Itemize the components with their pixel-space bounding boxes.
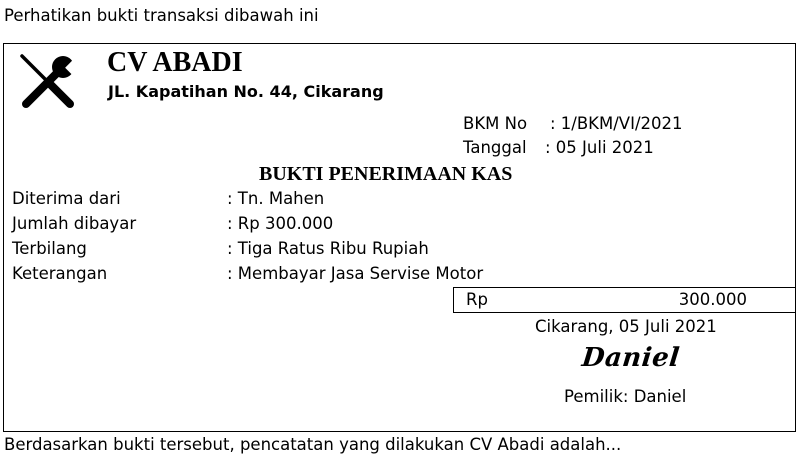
- field-value-amount-paid: : Rp 300.000: [227, 214, 334, 233]
- field-label-description: Keterangan: [12, 264, 108, 283]
- field-value-in-words: : Tiga Ratus Ribu Rupiah: [227, 239, 429, 258]
- signer-name: Pemilik: Daniel: [564, 387, 687, 406]
- wrench-screwdriver-icon: [18, 52, 78, 112]
- field-label-in-words: Terbilang: [12, 239, 87, 258]
- amount-value: 300.000: [678, 290, 747, 309]
- field-label-received-from: Diterima dari: [12, 189, 121, 208]
- intro-text: Perhatikan bukti transaksi dibawah ini: [4, 6, 319, 25]
- date-value: : 05 Juli 2021: [545, 138, 654, 157]
- document-title: BUKTI PENERIMAAN KAS: [259, 163, 513, 185]
- field-value-description: : Membayar Jasa Servise Motor: [227, 264, 484, 283]
- bkm-number-value: : 1/BKM/VI/2021: [550, 114, 683, 133]
- date-label: Tanggal: [463, 138, 527, 157]
- field-label-amount-paid: Jumlah dibayar: [12, 214, 137, 233]
- question-text: Berdasarkan bukti tersebut, pencatatan yang dilakukan CV Abadi adalah...: [4, 435, 622, 454]
- company-name: CV ABADI: [107, 47, 243, 78]
- amount-currency: Rp: [466, 290, 488, 309]
- place-date: Cikarang, 05 Juli 2021: [535, 317, 717, 336]
- cash-receipt: [3, 43, 796, 432]
- company-address: JL. Kapatihan No. 44, Cikarang: [108, 82, 384, 101]
- bkm-number-label: BKM No: [463, 114, 528, 133]
- amount-box: [453, 287, 795, 313]
- field-value-received-from: : Tn. Mahen: [227, 189, 325, 208]
- signature: Daniel: [580, 343, 682, 373]
